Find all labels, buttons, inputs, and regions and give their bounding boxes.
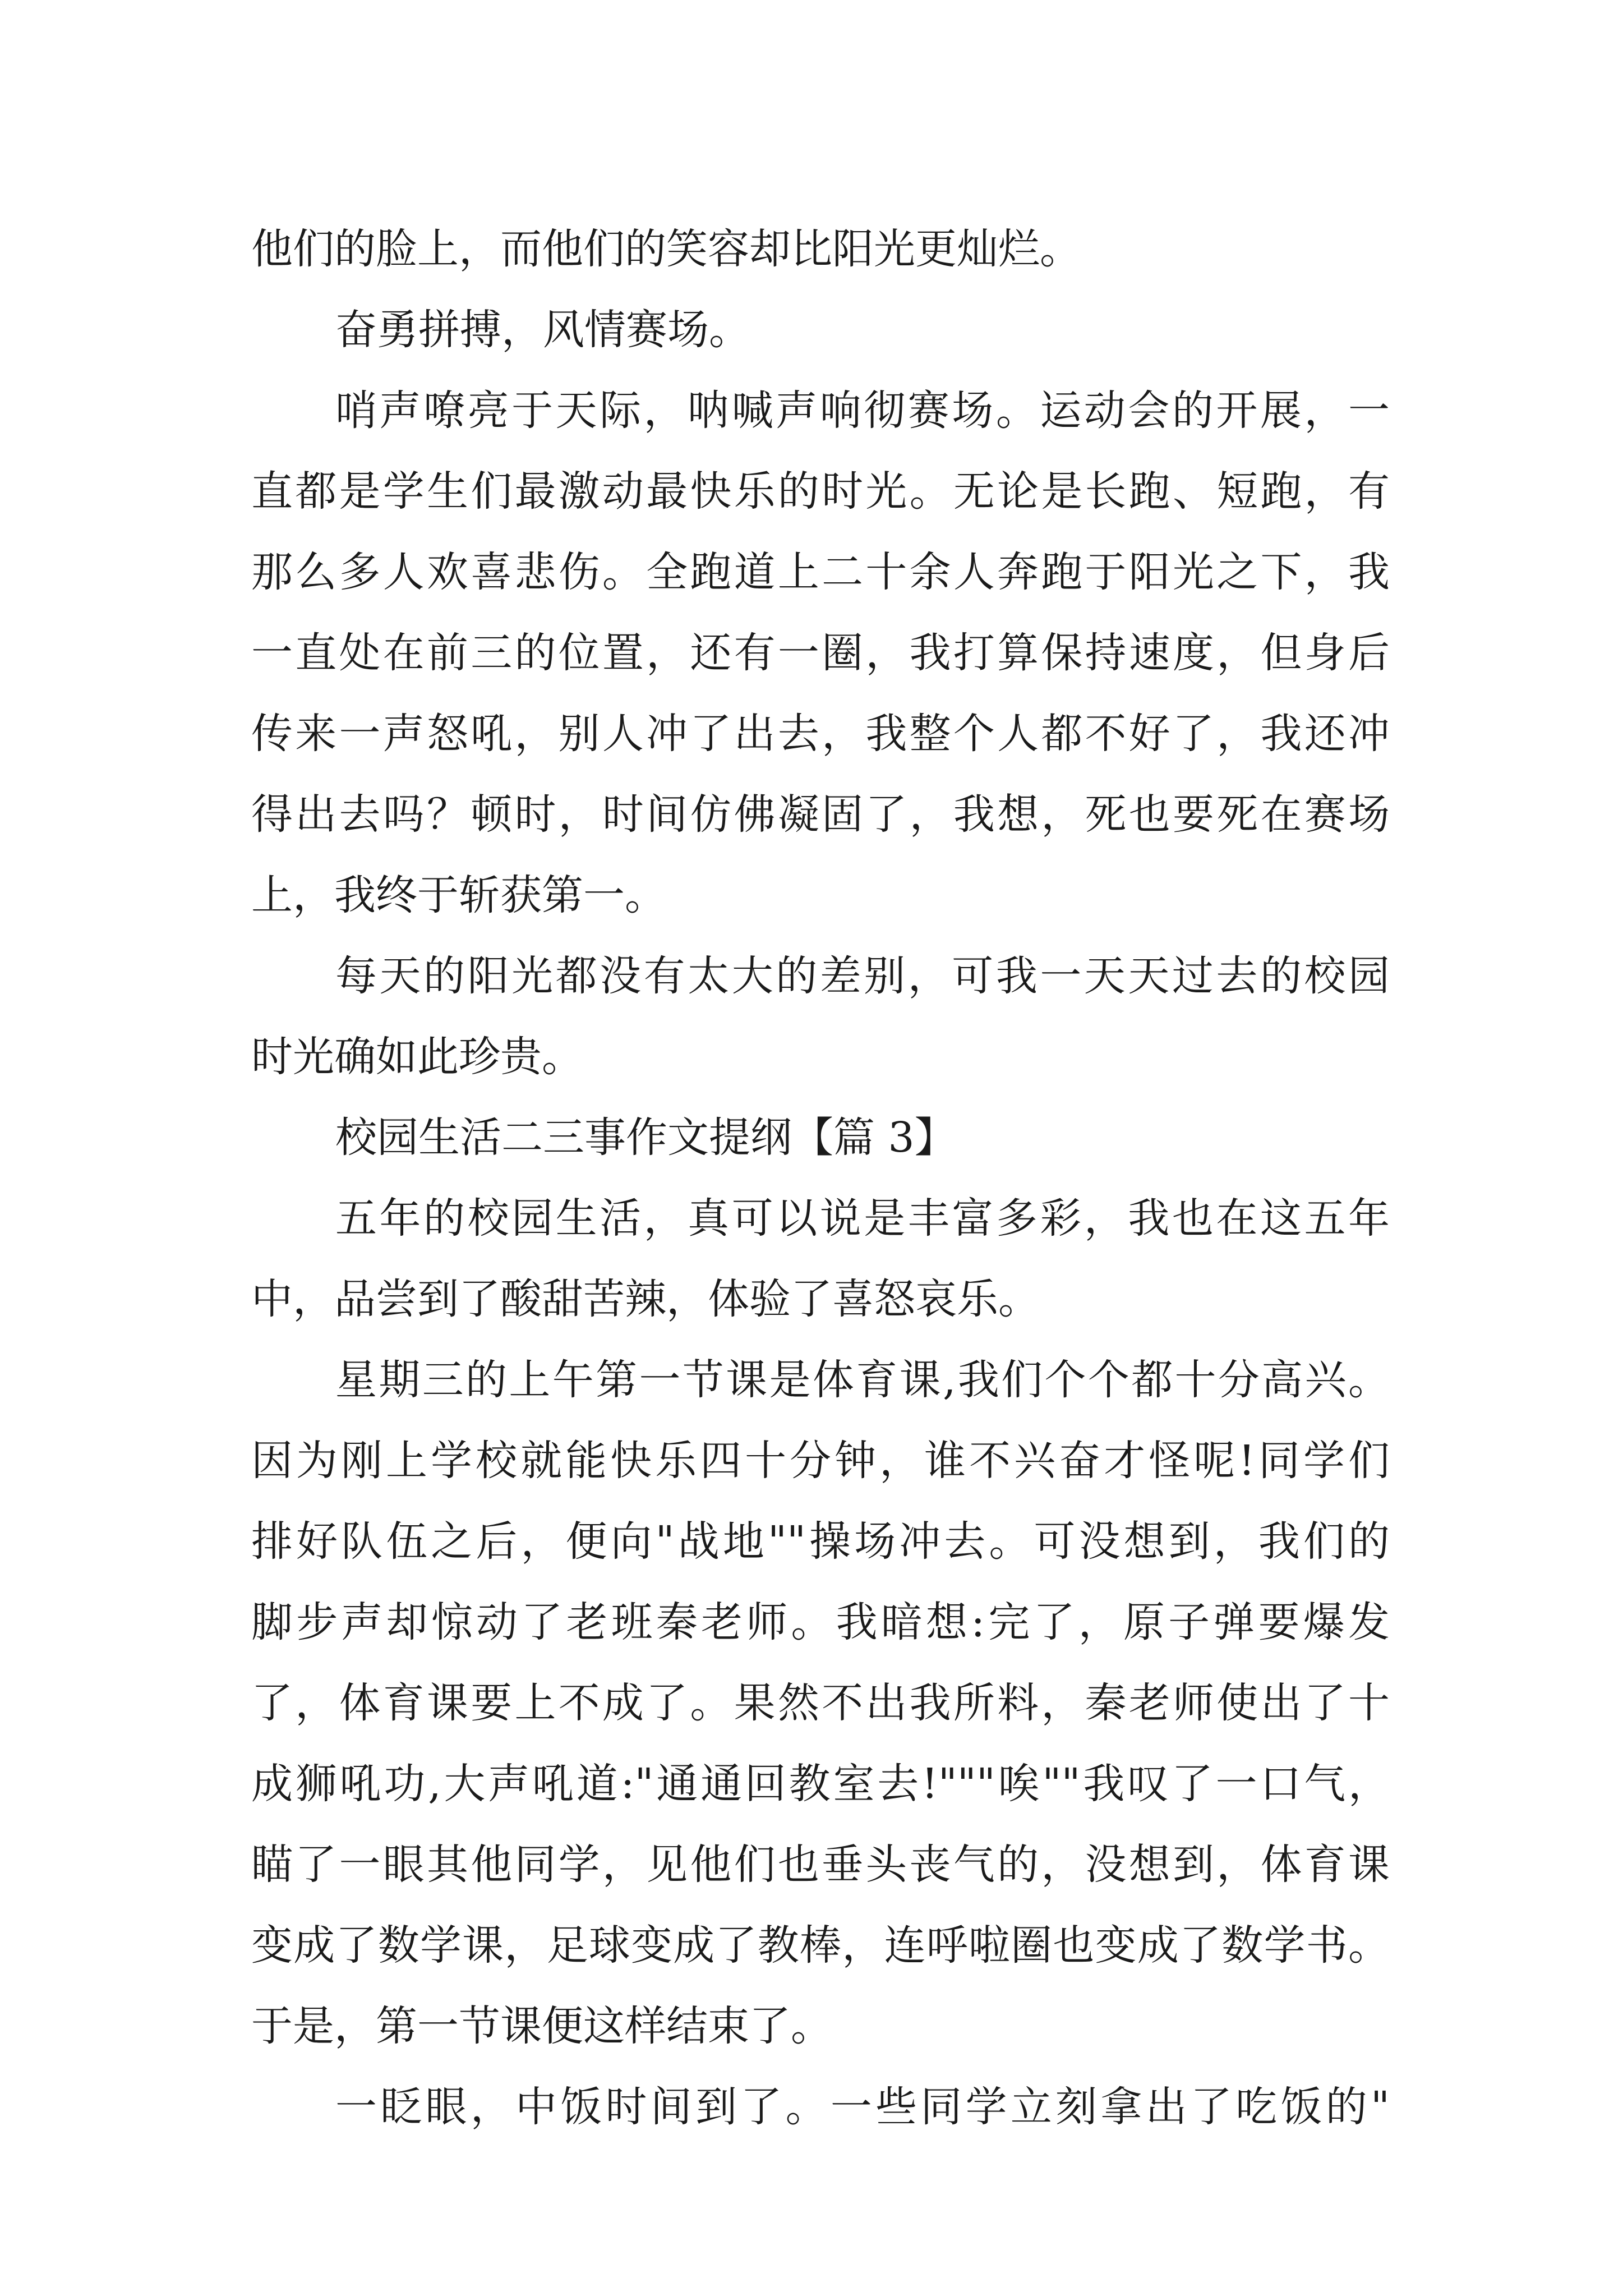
text-line: 一直处在前三的位置，还有一圈，我打算保持速度，但身后	[251, 629, 1390, 677]
text-line: 脚步声却惊动了老班秦老师。我暗想:完了，原子弹要爆发	[251, 1598, 1390, 1646]
section-heading: 校园生活二三事作文提纲【篇 3】	[335, 1114, 956, 1162]
text-line: 直都是学生们最激动最快乐的时光。无论是长跑、短跑，有	[251, 467, 1390, 516]
text-line: 瞄了一眼其他同学，见他们也垂头丧气的，没想到，体育课	[251, 1841, 1390, 1889]
text-line: 了，体育课要上不成了。果然不出我所料，秦老师使出了十	[251, 1679, 1390, 1727]
text-line: 每天的阳光都没有太大的差别，可我一天天过去的校园	[335, 952, 1390, 1000]
text-line: 他们的脸上，而他们的笑容却比阳光更灿烂。	[251, 225, 1081, 273]
text-line: 上，我终于斩获第一。	[251, 871, 666, 919]
text-line: 排好队伍之后，便向"战地""操场冲去。可没想到，我们的	[251, 1517, 1390, 1566]
text-line: 变成了数学课，足球变成了教棒，连呼啦圈也变成了数学书。	[251, 1921, 1390, 1970]
text-line: 于是，第一节课便这样结束了。	[251, 2002, 832, 2050]
text-line: 哨声嘹亮于天际，呐喊声响彻赛场。运动会的开展，一	[335, 386, 1390, 435]
text-line: 一眨眼，中饭时间到了。一些同学立刻拿出了吃饭的"	[335, 2083, 1390, 2131]
text-line: 时光确如此珍贵。	[251, 1033, 583, 1081]
text-line: 传来一声怒吼，别人冲了出去，我整个人都不好了，我还冲	[251, 710, 1390, 758]
text-line: 那么多人欢喜悲伤。全跑道上二十余人奔跑于阳光之下，我	[251, 548, 1390, 596]
text-line: 因为刚上学校就能快乐四十分钟，谁不兴奋才怪呢!同学们	[251, 1437, 1390, 1485]
text-line: 得出去吗？顿时，时间仿佛凝固了，我想，死也要死在赛场	[251, 790, 1390, 839]
document-body	[251, 209, 1390, 2147]
text-line: 五年的校园生活，真可以说是丰富多彩，我也在这五年	[335, 1194, 1390, 1243]
text-line: 成狮吼功,大声吼道:"通通回教室去!"""唉""我叹了一口气，	[251, 1760, 1390, 1808]
text-line: 星期三的上午第一节课是体育课,我们个个都十分高兴。	[335, 1356, 1390, 1404]
text-line: 中，品尝到了酸甜苦辣，体验了喜怒哀乐。	[251, 1275, 1040, 1323]
text-line: 奋勇拼搏，风情赛场。	[335, 306, 750, 354]
